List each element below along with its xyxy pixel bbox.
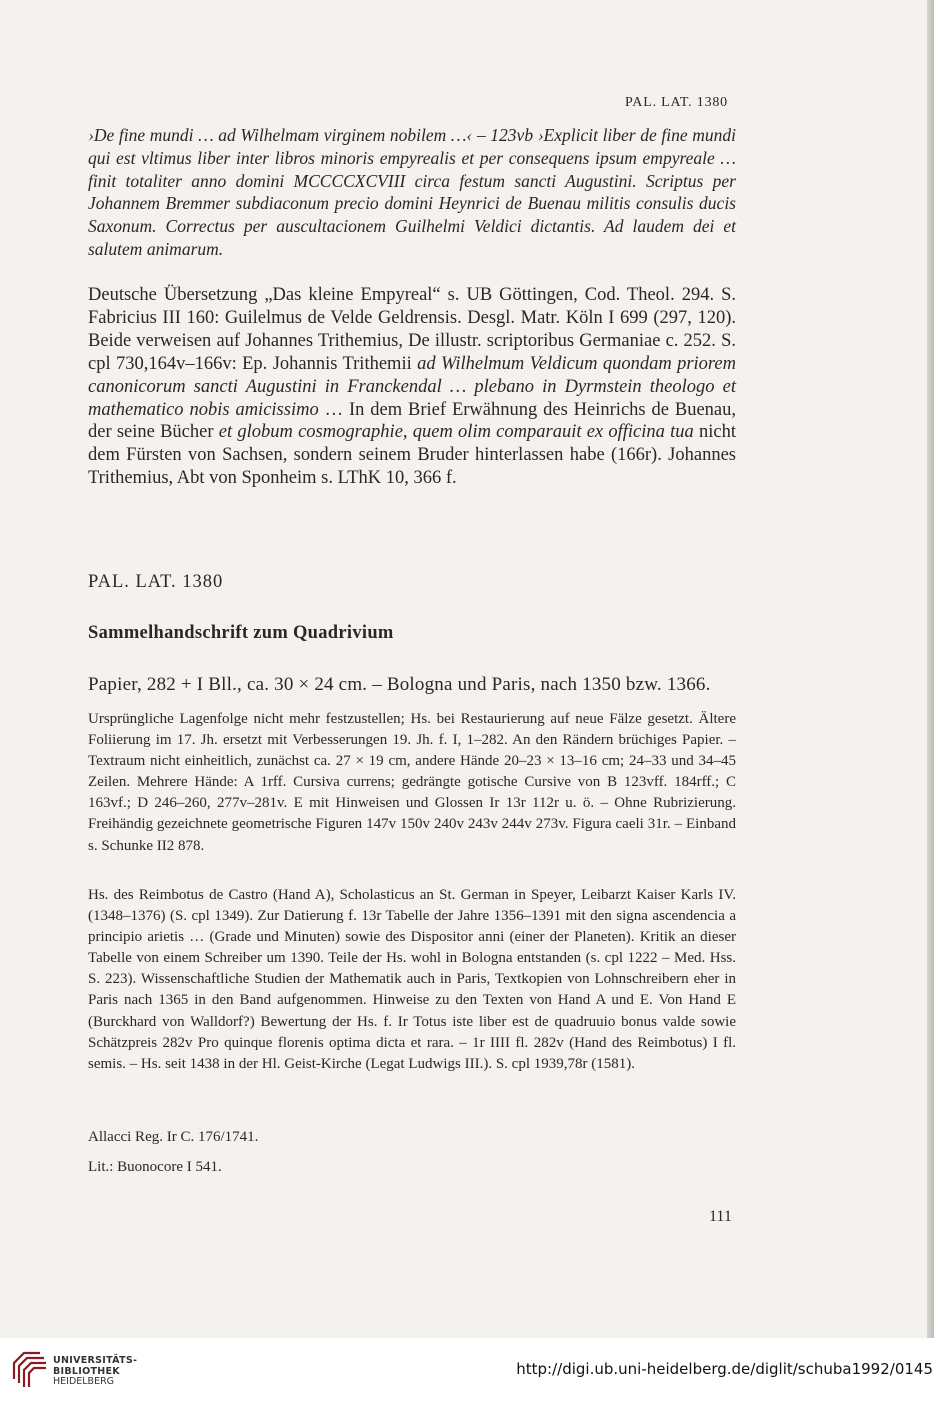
literature-reference: Lit.: Buonocore I 541.	[88, 1159, 222, 1175]
logo-strokes	[14, 1353, 46, 1387]
german-commentary-text-1: Deutsche Übersetzung „Das kleine Empyreal“ s. UB Göttingen, Cod. Theol. 294. S. Fabricius III 160: Guilelmus de Velde Geldrensis. Desgl. Matr. Köln I 699 (297, 120). Beide verweisen auf Johannes Trithemius, De illustr. scriptoribus Germaniae c. 252. S. cpl 730,164v–166v: Ep. Johannis Trithemii	[88, 285, 736, 374]
logo-line-1: UNIVERSITÄTS-	[53, 1355, 138, 1366]
page-number: 111	[709, 1208, 732, 1225]
german-commentary-text-3: nicht dem Fürsten von Sachsen, sondern seinem Bruder hinterlassen habe (166r). Johannes Trithemius, Abt von Sponheim s. LThK 10, 366 f.	[88, 422, 736, 489]
logo-line-2: BIBLIOTHEK	[53, 1365, 120, 1377]
german-commentary-quote-1: ad Wilhelmum Veldicum quondam priorem canonicorum sancti Augustini in Franckendal … plebano in Dyrmstein theologo et mathematico nobis amicissimo	[88, 353, 736, 420]
library-logo-icon	[10, 1349, 48, 1389]
latin-incipit-explicit: ›De fine mundi … ad Wilhelmam virginem nobilem …‹ – 123vb ›Explicit liber de fine mundi qui est vltimus liber inter libros minoris empyrealis et per consequens ipsum empyreale … finit totaliter anno domini MCCCCXCVIII circa festum sancti Augustini. Scriptus per Johannem Bremmer subdiaconum precio domini Heynrici de Buenau militis consulis ducis Saxonum. Correctus per auscultacionem Guilhelmi Veldici dictantis. Ad laudem dei et salutem animarum.	[88, 125, 736, 259]
source-url-link[interactable]: http://digi.ub.uni-heidelberg.de/diglit/schuba1992/0145	[516, 1360, 933, 1378]
allacci-reference: Allacci Reg. Ir C. 176/1741.	[88, 1129, 259, 1145]
page-edge	[927, 0, 934, 1338]
running-header: PAL. LAT. 1380	[625, 95, 728, 110]
logo-line-3: HEIDELBERG	[53, 1376, 115, 1387]
library-logo-text	[53, 1356, 137, 1388]
shelfmark-heading: PAL. LAT. 1380	[88, 572, 224, 592]
german-commentary-text-2: … In dem Brief Erwähnung des Heinrichs de Buenau, der seine Bücher	[88, 399, 736, 443]
entry-title: Sammelhandschrift zum Quadrivium	[88, 623, 394, 643]
codicology-paragraph: Ursprüngliche Lagenfolge nicht mehr festzustellen; Hs. bei Restaurierung auf neue Fälze gesetzt. Ältere Foliierung im 17. Jh. ersetzt mit Verbesserungen 19. Jh. f. I, 1–282. An den Rändern brüchiges Papier. – Textraum nicht einheitlich, zunächst ca. 27 × 19 cm, andere Hände 20–23 × 13–16 cm; 24–33 und 34–45 Zeilen. Mehrere Hände: A 1rff. Cursiva currens; gedrängte gotische Cursive von B 123vff. 184rff.; C 163vf.; D 246–260, 277v–281v. E mit Hinweisen und Glossen Ir 13r 112r u. ö. – Ohne Rubrizierung. Freihändig gezeichnete geometrische Figuren 147v 150v 240v 243v 244v 273v. Figura caeli 31r. – Einband s. Schunke II2 878.	[88, 711, 736, 854]
german-commentary	[88, 284, 736, 490]
physical-description: Papier, 282 + I Bll., ca. 30 × 24 cm. – Bologna und Paris, nach 1350 bzw. 1366.	[88, 674, 711, 695]
german-commentary-quote-2: et globum cosmographie, quem olim comparauit ex officina tua	[218, 422, 694, 443]
history-paragraph: Hs. des Reimbotus de Castro (Hand A), Scholasticus an St. German in Speyer, Leibarzt Kaiser Karls IV. (1348–1376) (S. cpl 1349). Zur Datierung f. 13r Tabelle der Jahre 1356–1391 mit den signa ascendencia a principio arietis … (Grade und Minuten) sowie des Dispositor anni (einer der Planeten). Kritik an dieser Tabelle von einem Schreiber um 1390. Teile der Hs. wohl in Bologna entstanden (s. cpl 1222 – Med. Hss. S. 223). Wissenschaftliche Studien der Mathematik auch in Paris, Textkopien von Lohnschreibern eher in Paris nach 1365 in den Band aufgenommen. Hinweise zu den Texten von Hand A und E. Von Hand E (Burckhard von Walldorf?) Bewertung der Hs. f. Ir Totus iste liber est de quadruuio bonus valde sowie Schätzpreis 282v Pro quinque florenis optima dicta et rara. – 1r IIII fl. 282v (Hand des Reimbotus) I fl. semis. – Hs. seit 1438 in der Hl. Geist-Kirche (Legat Ludwigs III.). S. cpl 1939,78r (1581).	[88, 887, 736, 1072]
